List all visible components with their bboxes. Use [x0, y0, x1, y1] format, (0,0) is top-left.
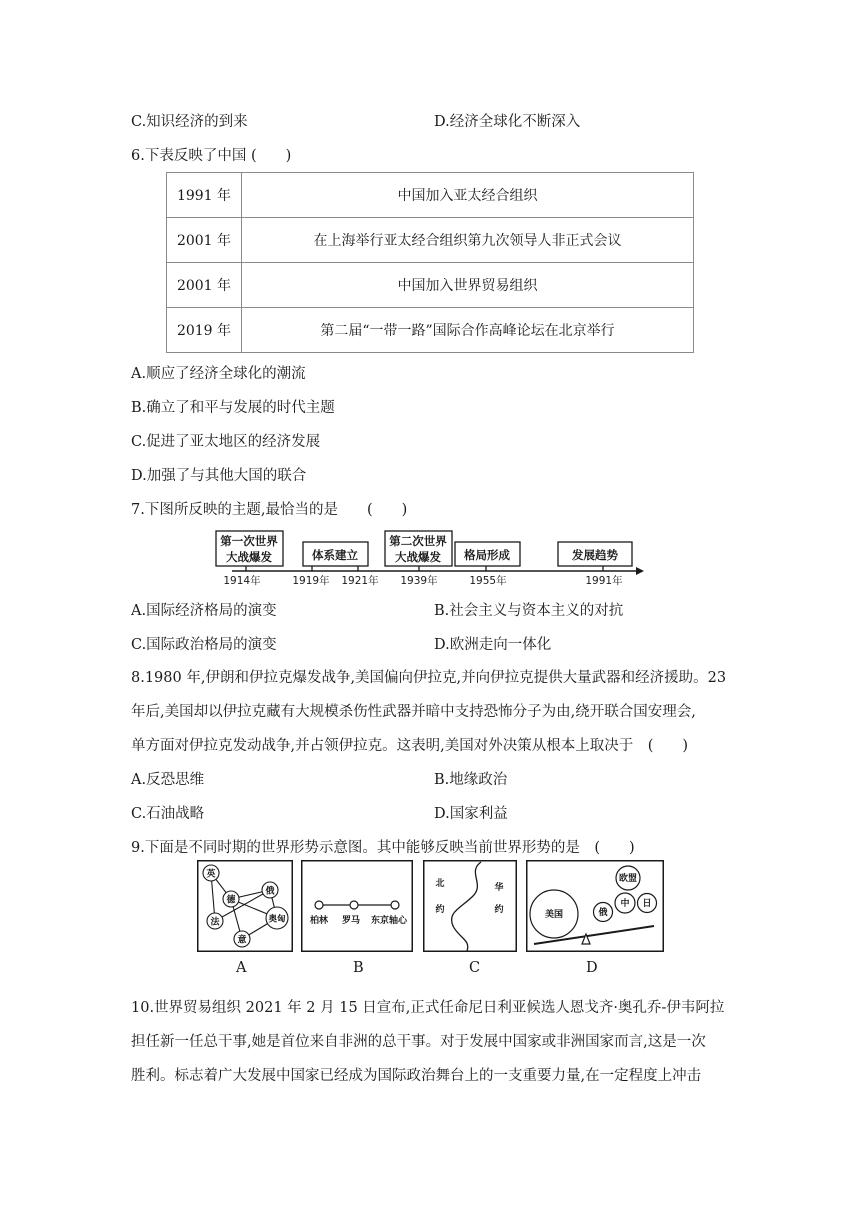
table-cell-event: 中国加入亚太经合组织 — [242, 173, 694, 218]
q8-stem-line: 单方面对伊拉克发动战争,并占领伊拉克。这表明,美国对外决策从根本上取决于 ( ) — [131, 738, 689, 754]
diagram-node: 俄 — [598, 908, 608, 918]
diagram-node: 意 — [237, 935, 247, 946]
q7-option-a: A.国际经济格局的演变 — [131, 603, 277, 619]
q9-stem: 9.下面是不同时期的世界形势示意图。其中能够反映当前世界形势的是 ( ) — [131, 840, 635, 856]
table-cell-year: 2001 年 — [167, 218, 242, 263]
timeline-label: 格局形成 — [464, 548, 510, 562]
diagram-node: 美国 — [544, 910, 564, 920]
diagram-caption-c: C — [469, 960, 481, 976]
timeline-label: 第二次世界 — [389, 534, 447, 548]
diagram-caption-a: A — [236, 960, 247, 976]
diagram-label: 约 — [435, 905, 445, 915]
q7-option-d: D.欧洲走向一体化 — [434, 637, 552, 653]
q7-stem: 7.下图所反映的主题,最恰当的是 ( ) — [131, 502, 408, 518]
q8-option-b: B.地缘政治 — [434, 772, 508, 788]
diagram-node: 日 — [642, 899, 652, 909]
q6-stem: 6.下表反映了中国 ( ) — [131, 148, 292, 164]
timeline-label: 发展趋势 — [572, 548, 618, 562]
timeline-year: 1919年 — [292, 575, 330, 586]
diagram-label: 约 — [494, 905, 504, 915]
q7-timeline-diagram — [212, 528, 648, 586]
table-cell-event: 第二届“一带一路”国际合作高峰论坛在北京举行 — [242, 308, 694, 353]
timeline-label: 大战爆发 — [226, 550, 272, 564]
table-cell-event: 在上海举行亚太经合组织第九次领导人非正式会议 — [242, 218, 694, 263]
q7-option-b: B.社会主义与资本主义的对抗 — [434, 603, 624, 619]
q6-option-d: D.加强了与其他大国的联合 — [131, 468, 307, 484]
diagram-node: 英 — [206, 869, 216, 880]
q8-option-d: D.国家利益 — [434, 806, 508, 822]
timeline-year: 1955年 — [469, 575, 507, 586]
q10-stem-line: 胜利。标志着广大发展中国家已经成为国际政治舞台上的一支重要力量,在一定程度上冲击 — [131, 1068, 702, 1084]
diagram-node: 柏林 — [309, 916, 329, 926]
q8-option-c: C.石油战略 — [131, 806, 205, 822]
table-cell-event: 中国加入世界贸易组织 — [242, 263, 694, 308]
timeline-label: 第一次世界 — [220, 534, 278, 548]
q9-diagram-c — [423, 860, 517, 952]
table-cell-year: 1991 年 — [167, 173, 242, 218]
diagram-caption-d: D — [586, 960, 598, 976]
q8-stem-line: 8.1980 年,伊朗和伊拉克爆发战争,美国偏向伊拉克,并向伊拉克提供大量武器和经济援助。23 — [131, 670, 727, 686]
table-row — [167, 263, 694, 308]
q6-option-c: C.促进了亚太地区的经济发展 — [131, 434, 321, 450]
timeline-label: 大战爆发 — [395, 550, 441, 564]
diagram-node: 奥匈 — [268, 914, 286, 925]
diagram-node: 法 — [210, 917, 220, 928]
diagram-node: 中 — [620, 899, 630, 909]
q7-option-c: C.国际政治格局的演变 — [131, 637, 277, 653]
arrow-right-icon — [636, 567, 644, 575]
table-row — [167, 218, 694, 263]
diagram-node: 欧盟 — [618, 874, 638, 884]
q9-diagram-d — [526, 860, 664, 952]
timeline-year: 1921年 — [341, 575, 379, 586]
diagram-node: 德 — [226, 895, 236, 906]
q5-option-c: C.知识经济的到来 — [131, 114, 248, 130]
timeline-year: 1939年 — [400, 575, 438, 586]
diagram-label: 华 — [494, 883, 504, 893]
q9-diagram-b — [301, 860, 413, 952]
timeline-year: 1914年 — [223, 575, 261, 586]
table-row — [167, 173, 694, 218]
table-cell-year: 2001 年 — [167, 263, 242, 308]
q10-stem-line: 10.世界贸易组织 2021 年 2 月 15 日宣布,正式任命尼日利亚候选人恩戈齐·奥孔乔-伊韦阿拉 — [131, 1000, 725, 1016]
diagram-node: 东京轴心 — [370, 916, 408, 926]
table-row — [167, 308, 694, 353]
diagram-node: 俄 — [265, 886, 275, 897]
q8-stem-line: 年后,美国却以伊拉克藏有大规模杀伤性武器并暗中支持恐怖分子为由,绕开联合国安理会, — [131, 704, 696, 720]
diagram-node: 罗马 — [341, 916, 361, 926]
diagram-caption-b: B — [353, 960, 364, 976]
diagram-label: 北 — [435, 879, 445, 889]
q6-table — [166, 172, 694, 353]
q9-diagram-a — [197, 860, 293, 952]
q8-option-a: A.反恐思维 — [131, 772, 205, 788]
q6-option-a: A.顺应了经济全球化的潮流 — [131, 366, 306, 382]
q5-option-d: D.经济全球化不断深入 — [434, 114, 581, 130]
timeline-year: 1991年 — [585, 575, 623, 586]
table-cell-year: 2019 年 — [167, 308, 242, 353]
q10-stem-line: 担任新一任总干事,她是首位来自非洲的总干事。对于发展中国家或非洲国家而言,这是一次 — [131, 1034, 706, 1050]
timeline-label: 体系建立 — [312, 548, 358, 562]
q6-option-b: B.确立了和平与发展的时代主题 — [131, 400, 335, 416]
